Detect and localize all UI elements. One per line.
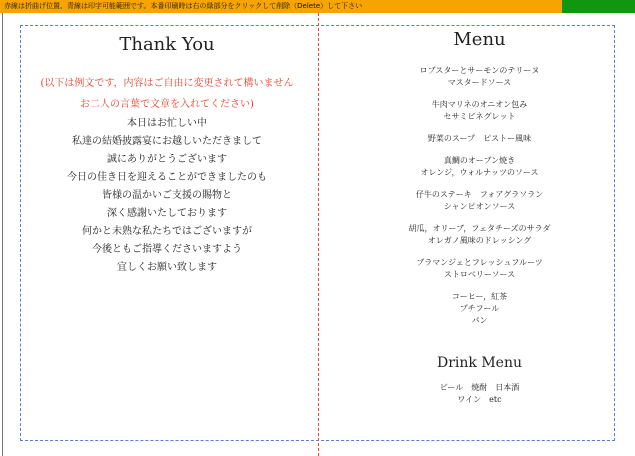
course-line: オレガノ風味のドレッシング (427, 236, 532, 245)
course-item (326, 99, 633, 123)
editing-note (22, 73, 312, 115)
course-line: ロブスターとサーモンのテリーヌ (419, 66, 540, 75)
message-line: 私達の結婚披露宴にお越しいただきまして (72, 136, 262, 147)
thank-you-panel (22, 30, 312, 277)
course-item (326, 155, 633, 179)
course-line: 仔牛のステーキ フォアグラソラン (415, 190, 544, 199)
course-item (326, 189, 633, 213)
menu-panel (326, 26, 633, 406)
message-line: 今日の佳き日を迎えることができましたのも (67, 172, 267, 183)
course-line: ブラマンジェとフレッシュフルーツ (416, 258, 543, 267)
message-line: 何かと未熟な私たちではございますが (82, 226, 252, 237)
message-line: 今後ともご指導くださいますよう (92, 244, 242, 255)
course-line: 牛肉マリネのオニオン包み (431, 100, 528, 109)
message-line: 本日はお忙しい中 (127, 118, 207, 129)
course-line: 胡瓜，オリーブ，フェタチーズのサラダ (408, 224, 551, 233)
drink-line: ビール 焼酎 日本酒 (439, 383, 520, 392)
course-line: プチフール (459, 304, 500, 313)
menu-heading: Menu (453, 29, 506, 50)
course-line: パン (471, 316, 488, 325)
course-item (326, 65, 633, 89)
course-item (326, 223, 633, 247)
message-line: 深く感謝いたしております (107, 208, 227, 219)
instruction-bar (0, 0, 635, 13)
drink-menu-heading: Drink Menu (437, 355, 522, 371)
course-line: ストロベリーソース (443, 270, 516, 279)
drink-line: ワイン etc (457, 395, 502, 404)
thank-you-heading: Thank You (119, 34, 215, 55)
delete-tab-button[interactable] (562, 0, 635, 13)
message-line: 宜しくお願い致します (117, 262, 217, 273)
course-line: シャンピオンソース (443, 202, 516, 211)
course-line: セサミビネグレット (443, 112, 516, 121)
course-item (326, 133, 633, 145)
page-edge-line (2, 13, 3, 456)
course-line: マスタードソース (447, 78, 512, 87)
course-item (326, 291, 633, 327)
course-line: オレンジ，ウォルナッツのソース (420, 168, 539, 177)
thank-you-message (22, 115, 312, 277)
course-line: 真鯛のオーブン焼き (443, 156, 516, 165)
course-line: 野菜のスープ ピストー風味 (427, 134, 532, 143)
course-line: コーヒー，紅茶 (451, 292, 508, 301)
drink-list (326, 382, 633, 406)
course-item (326, 257, 633, 281)
fold-line (318, 13, 319, 456)
note-line: (以下は例文です，内容はご自由に変更されて構いません (40, 78, 294, 89)
message-line: 皆様の温かいご支援の賜物と (102, 190, 232, 201)
course-list (326, 65, 633, 327)
message-line: 誠にありがとうございます (107, 154, 227, 165)
note-line: お二人の言葉で文章を入れてください) (80, 99, 254, 110)
instruction-text: 赤線は折曲げ位置、青線は印字可能範囲です。本番印刷時は右の緑部分をクリックして削除（Delete）して下さい (4, 2, 363, 10)
